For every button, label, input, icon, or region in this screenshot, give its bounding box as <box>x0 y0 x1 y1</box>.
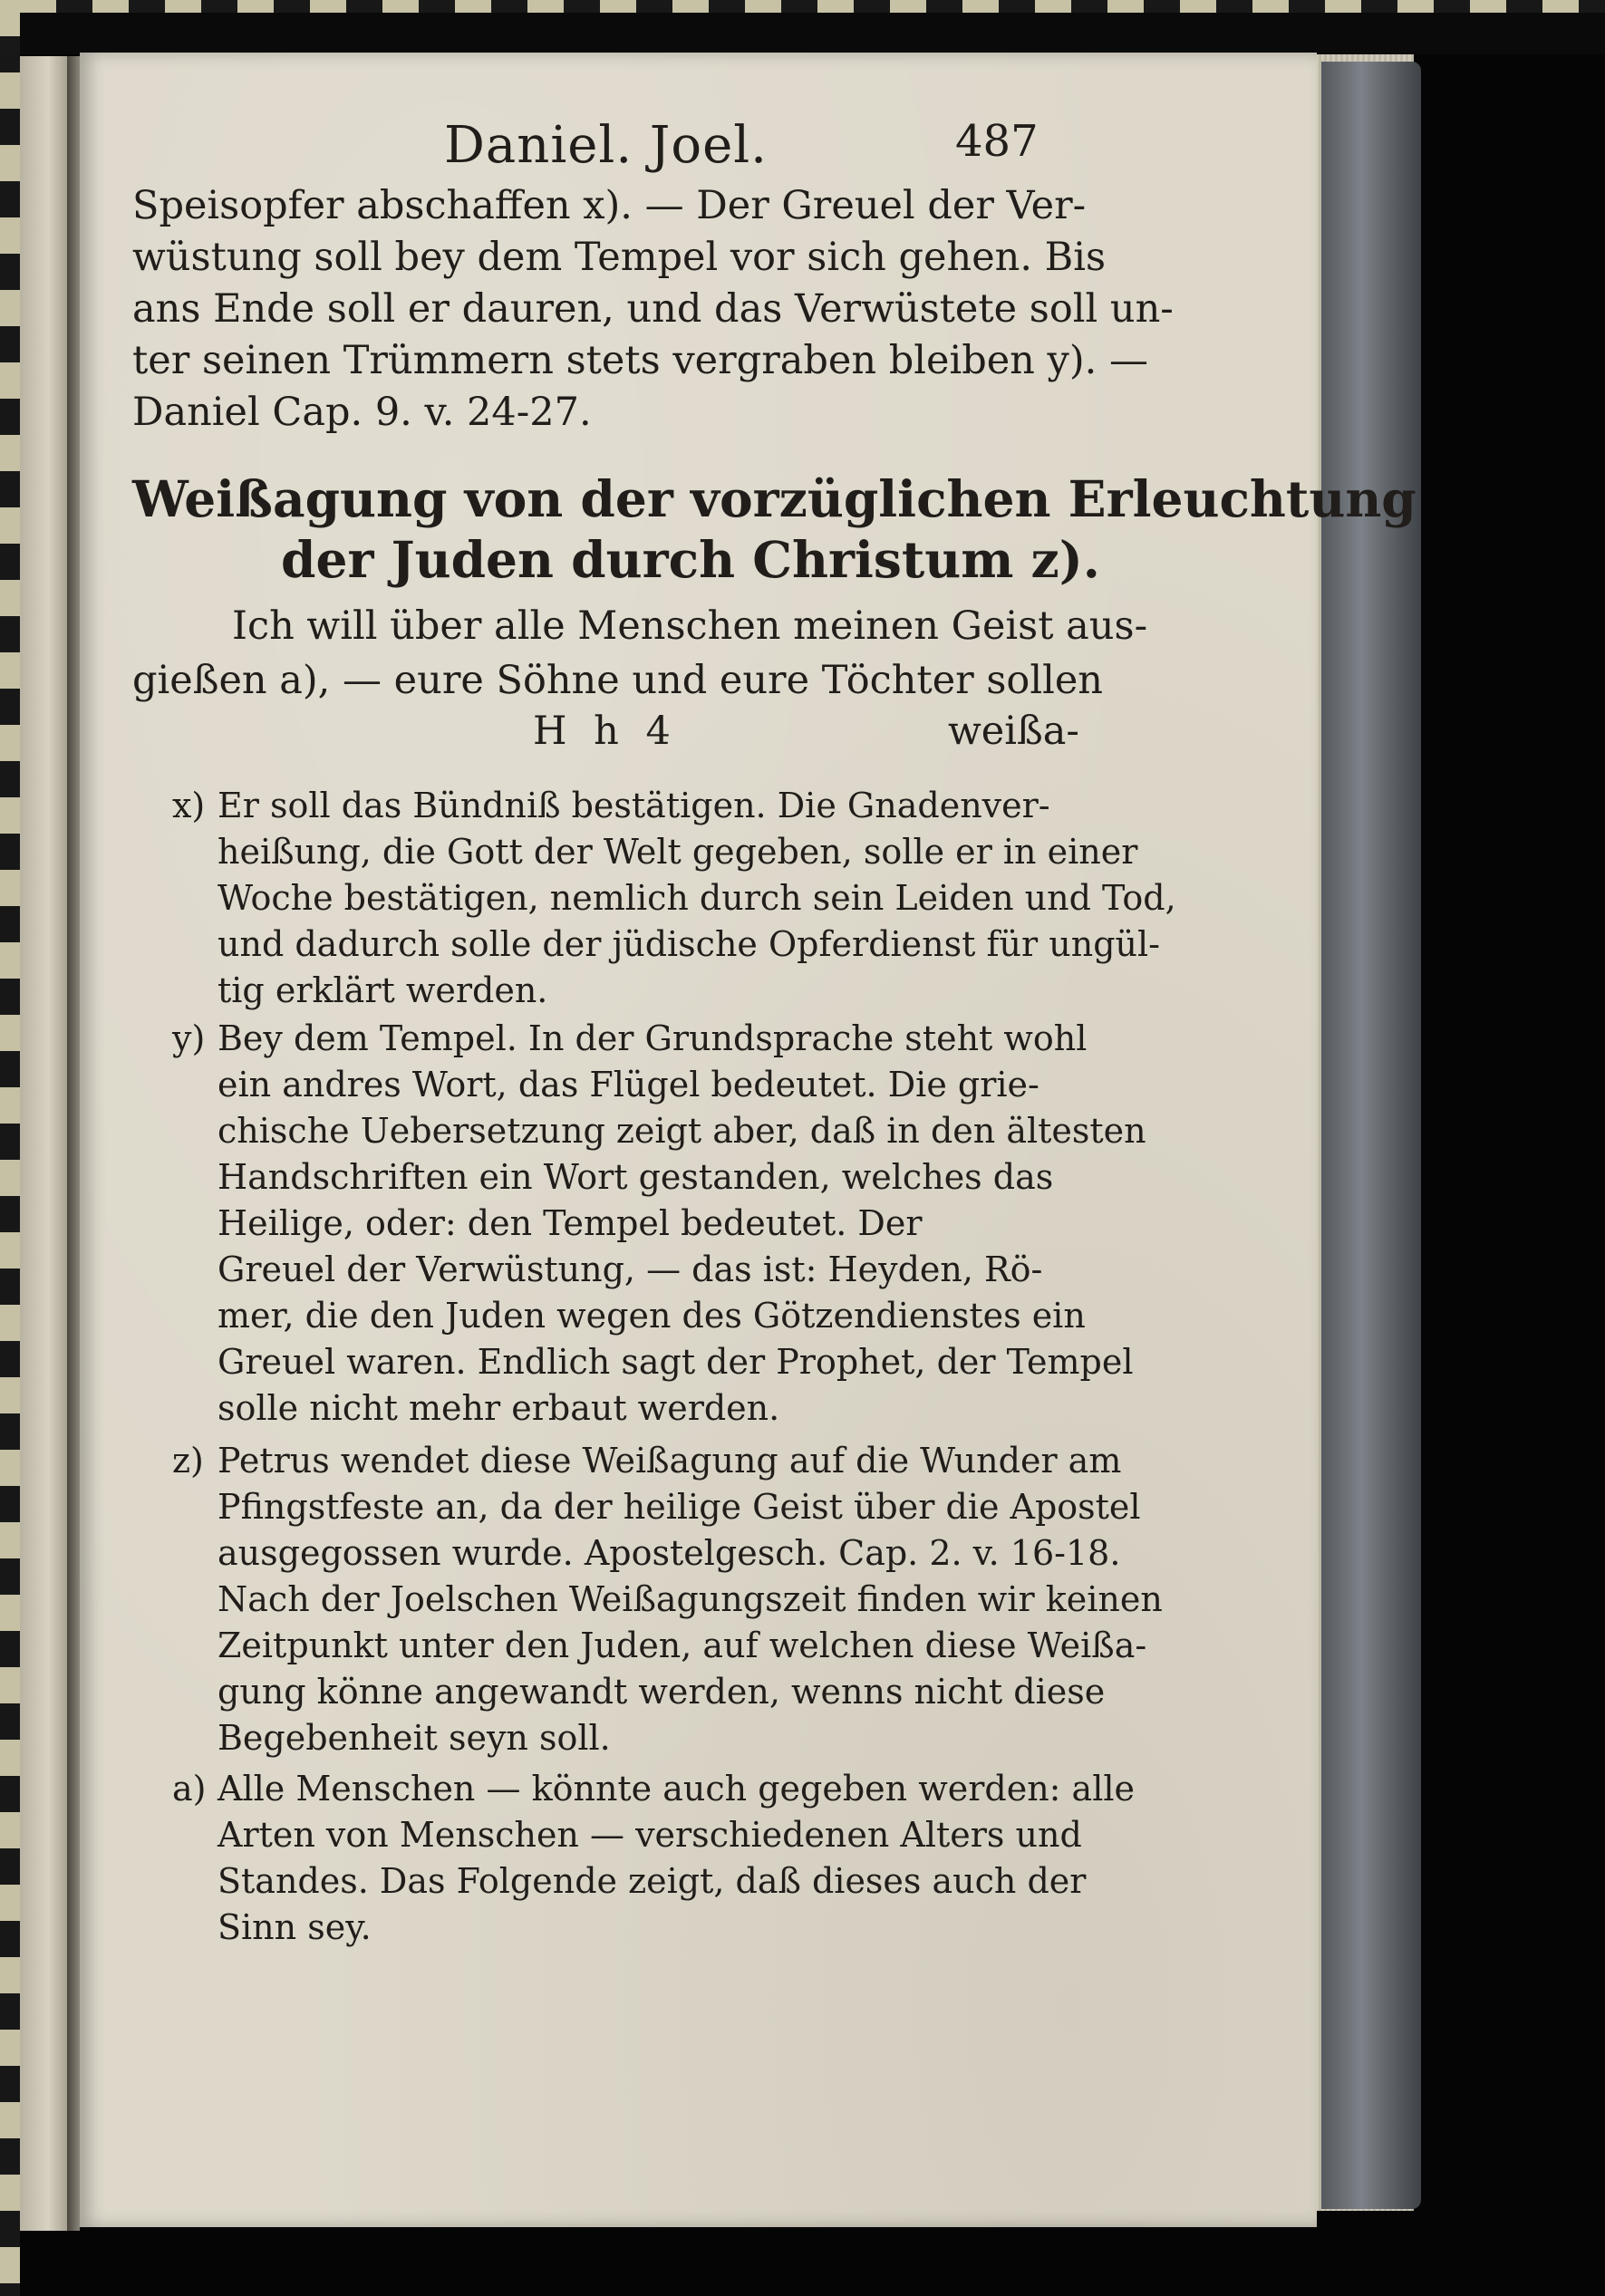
footnote-line: heißung, die Gott der Welt gegeben, solle er in einer <box>218 832 1138 872</box>
scale-ruler-left <box>0 0 20 2296</box>
page-number: 487 <box>955 116 1039 167</box>
footnote-line: solle nicht mehr erbaut werden. <box>218 1388 780 1428</box>
footnote-line: Woche bestätigen, nemlich durch sein Leiden und Tod, <box>218 878 1176 918</box>
footnote-line: Standes. Das Folgende zeigt, daß dieses auch der <box>218 1861 1087 1901</box>
footnote-line: Greuel der Verwüstung, — das ist: Heyden, Rö- <box>218 1249 1043 1289</box>
footnote-line: Heilige, oder: den Tempel bedeutet. Der <box>218 1203 923 1243</box>
footnote-line: ein andres Wort, das Flügel bedeutet. Die grie- <box>218 1065 1039 1105</box>
body-line: gießen a), — eure Söhne und eure Töchter sollen <box>132 658 1103 703</box>
body-line: wüstung soll bey dem Tempel vor sich gehen. Bis <box>132 235 1107 280</box>
book-page <box>80 53 1416 2227</box>
section-title: der Juden durch Christum z). <box>281 530 1100 589</box>
book-gutter <box>67 56 80 2231</box>
footnote-line: Greuel waren. Endlich sagt der Prophet, der Tempel <box>218 1342 1134 1382</box>
footnote-line: Alle Menschen — könnte auch gegeben werden: alle <box>218 1769 1136 1809</box>
footnote-line: Begebenheit seyn soll. <box>218 1718 611 1758</box>
footnote-line: mer, die den Juden wegen des Götzendienstes ein <box>218 1296 1086 1336</box>
footnote-line: Pfingstfeste an, da der heilige Geist über die Apostel <box>218 1487 1141 1527</box>
footnote-line: chische Uebersetzung zeigt aber, daß in den ältesten <box>218 1111 1146 1151</box>
footnote-line: tig erklärt werden. <box>218 970 548 1010</box>
footnote-line: Er soll das Bündniß bestätigen. Die Gnadenver- <box>218 786 1050 825</box>
section-title: Weißagung von der vorzüglichen Erleuchtung <box>132 469 1416 528</box>
footnote-line: Sinn sey. <box>218 1907 372 1947</box>
footnote-line: ausgegossen wurde. Apostelgesch. Cap. 2. v. 16-18. <box>218 1533 1121 1573</box>
footnote-mark: y) <box>172 1018 206 1058</box>
footnote-line: und dadurch solle der jüdische Opferdienst für ungül- <box>218 924 1161 964</box>
scale-ruler-top <box>20 0 1605 13</box>
body-line: Speisopfer abschaffen x). — Der Greuel der Ver- <box>132 183 1087 228</box>
footnote-mark: a) <box>172 1769 207 1809</box>
body-line: ans Ende soll er dauren, und das Verwüstete soll un- <box>132 286 1174 332</box>
footnote-line: Arten von Menschen — verschiedenen Alters und <box>218 1815 1082 1855</box>
book-cover-board <box>1321 62 1421 2209</box>
footnote-line: Handschriften ein Wort gestanden, welches das <box>218 1157 1054 1197</box>
body-line: Ich will über alle Menschen meinen Geist aus- <box>232 603 1148 649</box>
body-line: ter seinen Trümmern stets vergraben bleiben y). — <box>132 338 1148 383</box>
footnote-line: Bey dem Tempel. In der Grundsprache steht wohl <box>218 1018 1088 1058</box>
footnote-mark: x) <box>172 786 206 825</box>
signature-mark: H h 4 <box>533 709 678 754</box>
facing-page-edge <box>20 56 67 2231</box>
footnote-line: gung könne angewandt werden, wenns nicht diese <box>218 1672 1106 1712</box>
catchword: weißa- <box>948 709 1079 754</box>
footnote-line: Zeitpunkt unter den Juden, auf welchen diese Weißa- <box>218 1626 1147 1665</box>
footnote-mark: z) <box>172 1441 204 1481</box>
running-head: Daniel. Joel. <box>444 116 768 175</box>
footnote-line: Petrus wendet diese Weißagung auf die Wunder am <box>218 1441 1122 1481</box>
body-line: Daniel Cap. 9. v. 24-27. <box>132 390 592 435</box>
footnote-line: Nach der Joelschen Weißagungszeit finden wir keinen <box>218 1579 1163 1619</box>
